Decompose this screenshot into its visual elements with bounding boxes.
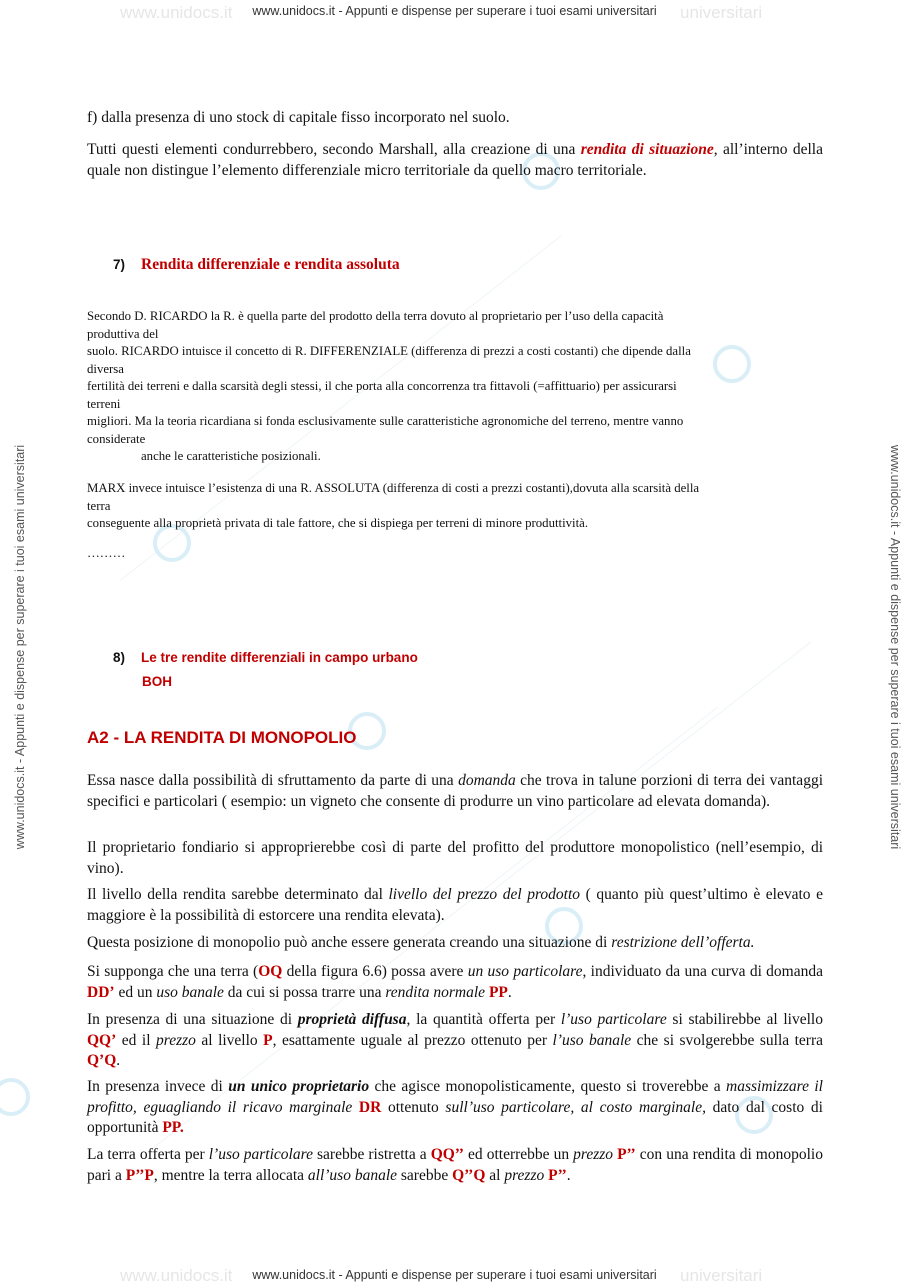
text: , mentre la terra allocata <box>153 1166 308 1184</box>
text: si stabilirebbe al livello <box>666 1011 823 1028</box>
text: che si svolgerebbe sulla terra <box>631 1031 824 1049</box>
heading-number: 7) <box>113 257 126 272</box>
domanda: domanda <box>458 772 516 789</box>
pp: PP. <box>162 1119 184 1136</box>
uso-particolare: un uso particolare <box>467 963 583 980</box>
uso-particolare-costo: sull’uso particolare, al costo marginale, <box>445 1098 706 1116</box>
q-q: Q’Q <box>87 1052 117 1069</box>
massimizzare: massimizzare il profitto, eguagliando il ricavo marginale <box>87 1078 823 1116</box>
text: ( quanto più quest’ultimo è elevato e maggiore è la possibilità di estorcere una rendita elevata). <box>87 886 823 924</box>
text: che trova in talune porzioni di terra dei vantaggi specifici e particolari ( esempio: un vigneto che consente di produrre un vino particolare ad elevata domanda). <box>87 772 823 810</box>
uso-particolare: l’uso particolare <box>208 1146 313 1163</box>
paragraph-restrizione <box>87 933 823 954</box>
text: ottenuto <box>381 1098 446 1116</box>
text: Il livello della rendita sarebbe determinato dal <box>87 886 389 903</box>
text: ed il <box>116 1031 156 1049</box>
ellipsis: ……… <box>87 546 126 560</box>
qq2: QQ’’ <box>430 1146 464 1163</box>
line: fertilità dei terreni e dalla scarsità degli stessi, il che porta alla concorrenza tra fittavoli (=affittuario) per assicurarsi <box>87 379 677 393</box>
text: Tutti questi elementi condurrebbero, secondo Marshall, alla creazione di una <box>87 141 581 158</box>
watermark-left: www.unidocs.it - Appunti e dispense per superare i tuoi esami universitari <box>13 444 27 850</box>
p: P <box>263 1031 273 1049</box>
heading-number: 8) <box>113 650 126 665</box>
paragraph-terra-offerta <box>87 1145 823 1186</box>
proprieta-diffusa-text: proprietà diffusa <box>297 1011 407 1028</box>
boh-note: BOH <box>142 674 172 689</box>
dd: DD’ <box>87 983 115 1001</box>
text <box>352 1099 359 1116</box>
text: . <box>116 1052 121 1069</box>
q2q: Q’’Q <box>452 1166 486 1184</box>
text: da cui si possa trarre una <box>223 983 386 1001</box>
pp: PP <box>488 983 508 1001</box>
text: Questa posizione di monopolio può anche essere generata creando una situazione di <box>87 934 612 951</box>
prezzo: prezzo <box>573 1146 614 1163</box>
text: . <box>566 1166 571 1184</box>
text: , all’interno della quale non distingue l’elemento differenziale micro territoriale da quello macro territoriale. <box>87 141 823 179</box>
paragraph-stock-capitale: f) dalla presenza di uno stock di capitale fisso incorporato nel suolo. <box>87 109 510 126</box>
uso-banale: l’uso banale <box>552 1031 632 1049</box>
uso-banale: all’uso banale <box>307 1166 398 1184</box>
p2p: P’’P <box>125 1166 154 1184</box>
unico-proprietario <box>228 1078 369 1095</box>
oq: OQ <box>258 963 283 980</box>
text: , esattamente uguale al prezzo ottenuto per <box>272 1031 553 1049</box>
heading-section-8 <box>113 646 418 694</box>
watermark-top[interactable]: www.unidocs.it - Appunti e dispense per superare i tuoi esami universitari <box>252 4 657 18</box>
watermark-logo-icon <box>0 1078 30 1116</box>
line: terra <box>87 498 111 513</box>
unico-proprietario-text: un unico proprietario <box>228 1078 370 1095</box>
line: produttiva del <box>87 326 159 341</box>
text: al livello <box>195 1031 264 1049</box>
text: . <box>507 983 512 1001</box>
text: In presenza invece di <box>87 1078 229 1095</box>
text: Essa nasce dalla possibilità di sfruttamento da parte di una <box>87 772 459 789</box>
livello-prezzo: livello del prezzo del prodotto <box>388 886 581 903</box>
text: ed otterrebbe un <box>463 1146 574 1163</box>
watermark-bottom[interactable]: www.unidocs.it - Appunti e dispense per superare i tuoi esami universitari <box>252 1268 657 1282</box>
line: Secondo D. RICARDO la R. è quella parte del prodotto della terra dovuto al proprietario per l’uso della capacità <box>87 309 664 323</box>
line: considerate <box>87 431 146 446</box>
p2: P’’ <box>617 1146 636 1163</box>
heading-a2: A2 - LA RENDITA DI MONOPOLIO <box>87 728 357 747</box>
text: sarebbe ristretta a <box>312 1146 431 1163</box>
line: diversa <box>87 361 124 376</box>
text: ed un <box>114 983 157 1001</box>
proprieta-diffusa <box>298 1011 407 1028</box>
watermark-ghost-bottom-right: universitari <box>680 1266 763 1285</box>
watermark-ghost-top: www.unidocs.it <box>120 3 233 22</box>
heading-title: Le tre rendite differenziali in campo urbano <box>141 650 418 665</box>
p2: P’’ <box>548 1166 567 1184</box>
line: terreni <box>87 396 121 411</box>
ricardo-block <box>87 308 827 466</box>
text: Si supponga che una terra ( <box>87 963 259 980</box>
dr: DR <box>358 1098 382 1116</box>
line: migliori. Ma la teoria ricardiana si fonda esclusivamente sulle caratteristiche agronomiche del terreno, mentre vanno <box>87 414 684 428</box>
uso-banale: uso banale <box>156 983 224 1001</box>
uso-particolare: l’uso particolare <box>560 1011 667 1028</box>
line: anche le caratteristiche posizionali. <box>141 449 321 463</box>
watermark-ghost-bottom: www.unidocs.it <box>120 1266 233 1285</box>
text: sarebbe <box>397 1166 453 1184</box>
text: dato dal costo di opportunità <box>87 1098 823 1136</box>
restrizione-offerta: restrizione dell’offerta. <box>611 934 755 951</box>
line: suolo. RICARDO intuisce il concetto di R. DIFFERENZIALE (differenza di prezzi a costi costanti) che dipende dalla <box>87 344 691 358</box>
rendita-situazione: rendita di situazione <box>580 141 714 158</box>
paragraph-marshall <box>87 140 823 181</box>
rendita-normale: rendita normale <box>385 983 486 1001</box>
prezzo: prezzo <box>504 1166 545 1184</box>
watermark-ghost-top-right: universitari <box>680 3 763 22</box>
text: In presenza di una situazione di <box>87 1011 298 1028</box>
watermark-right: www.unidocs.it - Appunti e dispense per superare i tuoi esami universitari <box>888 444 902 850</box>
text: La terra offerta per <box>87 1146 209 1163</box>
paragraph-proprieta-diffusa <box>87 1010 823 1072</box>
text: della figura 6.6) possa avere <box>282 963 468 980</box>
text: con una rendita di monopolio pari a <box>87 1146 823 1184</box>
qq: QQ’ <box>87 1031 117 1049</box>
text: al <box>485 1166 505 1184</box>
paragraph-proprietario: Il proprietario fondiario si approprierebbe così di parte del profitto del produttore monopolistico (nell’esempio, di vino). <box>87 839 823 877</box>
prezzo: prezzo <box>156 1031 196 1049</box>
line: MARX invece intuisce l’esistenza di una R. ASSOLUTA (differenza di costi a prezzi costanti),dovuta alla scarsità della <box>87 481 700 495</box>
text: , la quantità offerta per <box>406 1011 561 1028</box>
line: conseguente alla proprietà privata di tale fattore, che si dispiega per terreni di minore produttività. <box>87 516 589 530</box>
text: , individuato da una curva di domanda <box>582 963 823 980</box>
heading-title: Rendita differenziale e rendita assoluta <box>141 256 400 273</box>
paragraph-unico-proprietario <box>87 1077 823 1139</box>
text: che agisce monopolisticamente, questo si troverebbe a <box>369 1078 727 1095</box>
paragraph-supponga <box>87 962 823 1003</box>
paragraph-nascita <box>87 771 823 812</box>
heading-section-7 <box>113 256 400 274</box>
marx-block <box>87 480 827 533</box>
paragraph-livello <box>87 885 823 926</box>
